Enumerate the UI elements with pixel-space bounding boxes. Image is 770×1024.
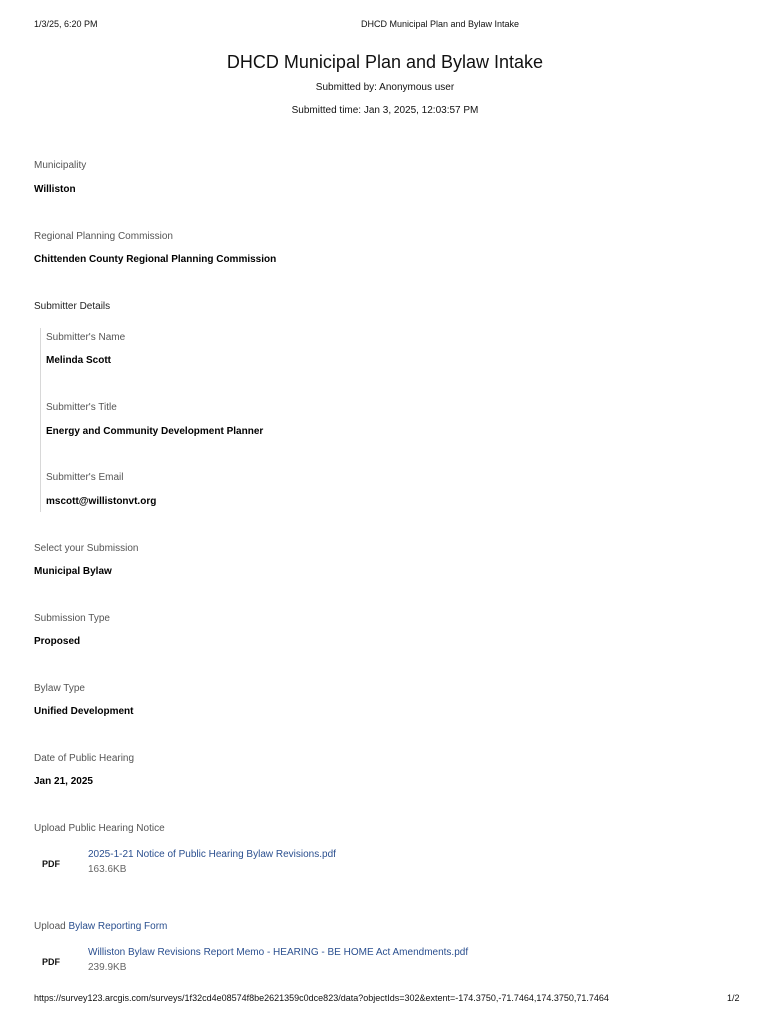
submitter-title-value: Energy and Community Development Planner: [46, 426, 264, 437]
submitter-email-value: mscott@willistonvt.org: [46, 496, 157, 507]
submitter-details-heading: Submitter Details: [34, 301, 111, 312]
reporting-form-label-prefix: Upload: [34, 921, 69, 932]
municipality-label: Municipality: [34, 160, 87, 171]
hearing-notice-file-link[interactable]: 2025-1-21 Notice of Public Hearing Bylaw Revisions.pdf: [88, 849, 336, 860]
rpc-label: Regional Planning Commission: [34, 231, 173, 242]
print-doc-title: DHCD Municipal Plan and Bylaw Intake: [360, 19, 520, 29]
hearing-date-label: Date of Public Hearing: [34, 753, 135, 764]
submitter-name-value: Melinda Scott: [46, 355, 112, 366]
submission-type-value: Proposed: [34, 636, 81, 647]
rpc-value: Chittenden County Regional Planning Commission: [34, 254, 277, 265]
submitter-name-label: Submitter's Name: [46, 332, 126, 343]
submitter-title-label: Submitter's Title: [46, 402, 117, 413]
hearing-date-value: Jan 21, 2025: [34, 776, 93, 787]
submitter-group-divider: [40, 328, 41, 512]
print-datetime: 1/3/25, 6:20 PM: [34, 19, 98, 29]
reporting-form-label: [34, 921, 167, 932]
hearing-notice-file-size: 163.6KB: [88, 864, 127, 875]
municipality-value: Williston: [34, 184, 76, 195]
submitted-time: Submitted time: Jan 3, 2025, 12:03:57 PM: [291, 105, 479, 116]
reporting-form-file-size: 239.9KB: [88, 962, 127, 973]
submission-label: Select your Submission: [34, 543, 139, 554]
bylaw-type-label: Bylaw Type: [34, 683, 85, 694]
reporting-form-label-link: Bylaw Reporting Form: [68, 921, 168, 932]
page-number: 1/2: [727, 993, 740, 1003]
pdf-file-icon: PDF: [42, 859, 60, 869]
footer-url: https://survey123.arcgis.com/surveys/1f32cd4e08574f8be2621359c0dce823/data?objectIds=302&extent=-174.3750,-71.7464,174.3750,71.7464: [34, 993, 609, 1003]
submission-value: Municipal Bylaw: [34, 566, 112, 577]
hearing-notice-label: Upload Public Hearing Notice: [34, 823, 165, 834]
reporting-form-attachment[interactable]: [34, 947, 714, 987]
submitter-email-label: Submitter's Email: [46, 472, 124, 483]
submission-type-label: Submission Type: [34, 613, 110, 624]
reporting-form-file-link[interactable]: Williston Bylaw Revisions Report Memo - HEARING - BE HOME Act Amendments.pdf: [88, 947, 469, 958]
page-title: DHCD Municipal Plan and Bylaw Intake: [226, 52, 544, 72]
pdf-file-icon: PDF: [42, 957, 60, 967]
submitted-by: Submitted by: Anonymous user: [315, 82, 455, 93]
bylaw-type-value: Unified Development: [34, 706, 134, 717]
hearing-notice-attachment[interactable]: [34, 849, 714, 889]
